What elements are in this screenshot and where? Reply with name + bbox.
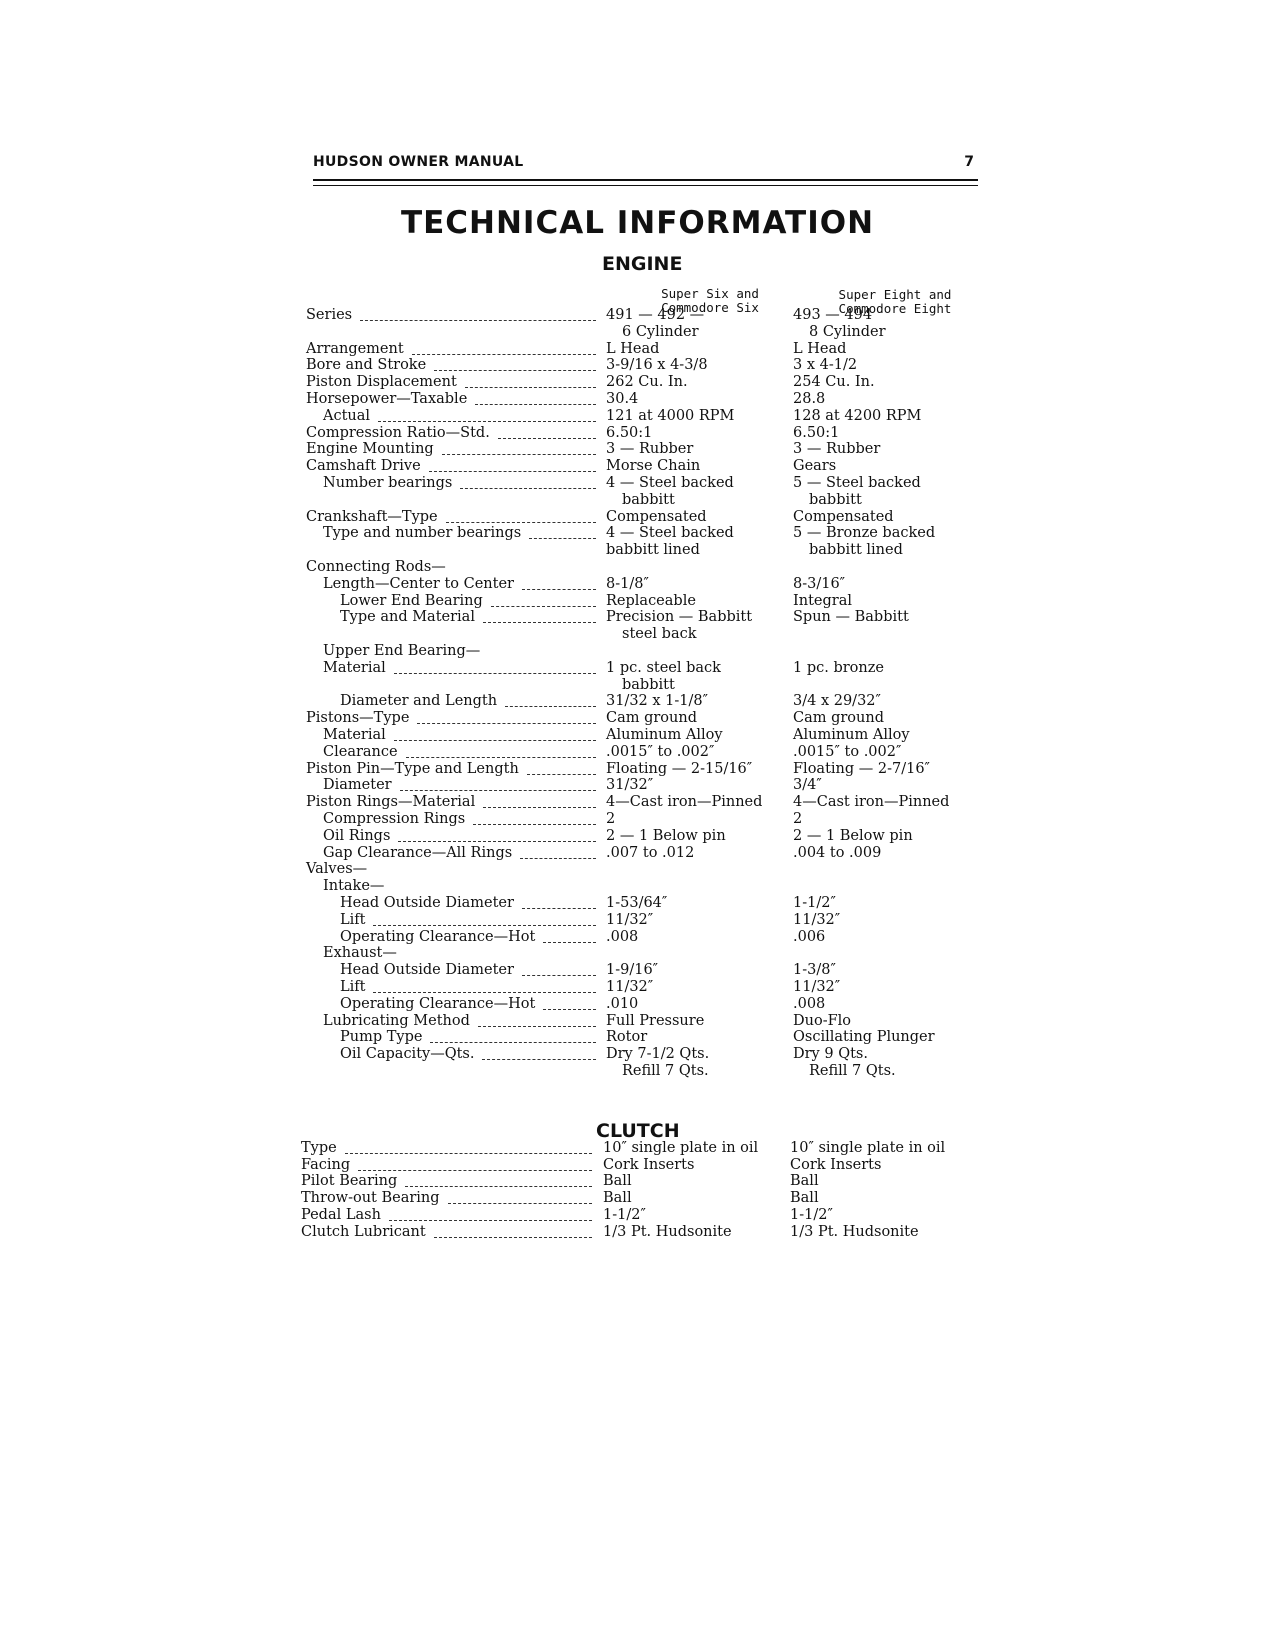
engine-row <box>0 324 1275 341</box>
engine-row <box>0 1046 1275 1063</box>
clutch-value-col2: 10″ single plate in oil <box>790 1140 946 1156</box>
engine-value-col1: Full Pressure <box>606 1012 705 1029</box>
engine-value-col1: babbitt lined <box>606 542 700 559</box>
engine-row <box>0 525 1275 542</box>
engine-value-col1: Refill 7 Qts. <box>622 1063 709 1079</box>
engine-value-col1: Dry 7-1/2 Qts. <box>606 1046 710 1063</box>
clutch-leader <box>434 1237 592 1238</box>
engine-leader <box>446 522 596 523</box>
clutch-label: Clutch Lubricant <box>301 1223 426 1240</box>
engine-label: Lubricating Method <box>323 1012 470 1029</box>
engine-value-col2: 11/32″ <box>793 911 841 928</box>
engine-value-col2: 5 — Bronze backed <box>793 525 936 542</box>
engine-label: Oil Capacity—Qts. <box>340 1046 475 1063</box>
engine-label: Exhaust— <box>323 945 397 962</box>
engine-label: Bore and Stroke <box>306 357 427 374</box>
engine-value-col1: 3-9/16 x 4-3/8 <box>606 357 708 374</box>
engine-leader <box>398 841 596 842</box>
engine-value-col2: .008 <box>793 995 826 1012</box>
engine-value-col1: 1-9/16″ <box>606 962 659 979</box>
clutch-value-col2: Cork Inserts <box>790 1156 882 1173</box>
engine-value-col2: 2 <box>793 811 803 827</box>
engine-row <box>0 341 1275 358</box>
engine-label: Head Outside Diameter <box>340 962 514 979</box>
engine-label: Clearance <box>323 743 398 760</box>
clutch-value-col2: 1/3 Pt. Hudsonite <box>790 1223 919 1240</box>
clutch-label: Type <box>301 1140 337 1156</box>
engine-row <box>0 559 1275 576</box>
engine-row <box>0 794 1275 811</box>
engine-row <box>0 744 1275 761</box>
engine-value-col2: Gears <box>793 458 837 475</box>
engine-col1-heading-line: Super Six and <box>661 286 759 301</box>
engine-label: Compression Rings <box>323 811 466 827</box>
engine-leader <box>483 807 596 808</box>
engine-label: Horsepower—Taxable <box>306 391 468 407</box>
engine-value-col1: 11/32″ <box>606 979 654 995</box>
clutch-row <box>0 1190 1275 1207</box>
engine-row <box>0 1029 1275 1046</box>
engine-value-col1: 31/32 x 1-1/8″ <box>606 693 709 710</box>
engine-row <box>0 962 1275 979</box>
engine-row <box>0 996 1275 1013</box>
engine-value-col2: 8 Cylinder <box>809 323 886 340</box>
engine-row <box>0 643 1275 660</box>
clutch-leader <box>405 1186 592 1187</box>
engine-value-col2: 1 pc. bronze <box>793 659 884 676</box>
engine-leader <box>491 606 596 607</box>
clutch-row <box>0 1207 1275 1224</box>
engine-label: Camshaft Drive <box>306 458 421 475</box>
engine-leader <box>543 942 596 943</box>
page-number: 7 <box>964 154 974 170</box>
clutch-leader <box>389 1220 592 1221</box>
engine-section-title: ENGINE <box>602 253 683 275</box>
engine-label: Material <box>323 659 386 676</box>
engine-value-col1: Morse Chain <box>606 458 701 475</box>
engine-leader <box>475 404 596 405</box>
engine-value-col2: Refill 7 Qts. <box>809 1063 896 1079</box>
engine-row <box>0 929 1275 946</box>
engine-row <box>0 1063 1275 1080</box>
engine-value-col1: Replaceable <box>606 592 696 609</box>
clutch-label: Pedal Lash <box>301 1206 381 1223</box>
engine-value-col1: babbitt <box>622 676 675 693</box>
engine-row <box>0 660 1275 677</box>
clutch-leader <box>345 1153 592 1154</box>
clutch-row <box>0 1224 1275 1241</box>
engine-value-col1: Aluminum Alloy <box>606 727 723 743</box>
engine-label: Crankshaft—Type <box>306 508 438 525</box>
engine-value-col1: Precision — Babbitt <box>606 609 753 626</box>
engine-value-col1: .010 <box>606 995 639 1012</box>
engine-value-col2: 3/4″ <box>793 777 822 794</box>
engine-value-col2: Oscillating Plunger <box>793 1029 935 1046</box>
clutch-leader <box>448 1203 592 1204</box>
engine-row <box>0 357 1275 374</box>
engine-value-col1: Cam ground <box>606 710 698 727</box>
engine-value-col2: 3 — Rubber <box>793 441 881 458</box>
engine-row <box>0 509 1275 526</box>
engine-row <box>0 475 1275 492</box>
engine-row <box>0 895 1275 912</box>
engine-row <box>0 307 1275 324</box>
engine-leader <box>529 538 596 539</box>
engine-value-col1: Floating — 2-15/16″ <box>606 760 753 777</box>
engine-value-col1: 6.50:1 <box>606 424 653 441</box>
engine-value-col1: 4 — Steel backed <box>606 475 734 491</box>
engine-row <box>0 710 1275 727</box>
engine-value-col2: .004 to .009 <box>793 844 882 861</box>
clutch-row <box>0 1157 1275 1174</box>
engine-row <box>0 609 1275 626</box>
engine-value-col2: 28.8 <box>793 391 826 407</box>
engine-label: Lower End Bearing <box>340 592 483 609</box>
engine-value-col1: .008 <box>606 928 639 945</box>
engine-value-col2: L Head <box>793 340 847 357</box>
engine-label: Engine Mounting <box>306 441 434 458</box>
engine-label: Material <box>323 727 386 743</box>
engine-label: Number bearings <box>323 475 453 491</box>
engine-value-col2: 493 — 494 <box>793 307 873 323</box>
engine-row <box>0 677 1275 694</box>
engine-value-col1: 6 Cylinder <box>622 323 699 340</box>
engine-label: Head Outside Diameter <box>340 895 514 911</box>
engine-value-col2: babbitt lined <box>809 542 903 559</box>
engine-row <box>0 542 1275 559</box>
clutch-value-col1: Cork Inserts <box>603 1156 695 1173</box>
manual-title: HUDSON OWNER MANUAL <box>313 154 524 170</box>
engine-value-col2: 6.50:1 <box>793 424 840 441</box>
engine-value-col1: 4 — Steel backed <box>606 525 734 542</box>
engine-label: Oil Rings <box>323 827 391 844</box>
engine-label: Pistons—Type <box>306 710 410 727</box>
engine-value-col1: 1-53/64″ <box>606 895 668 911</box>
engine-label: Operating Clearance—Hot <box>340 995 536 1012</box>
engine-col2-heading-line: Commodore Eight <box>838 301 952 316</box>
engine-label: Arrangement <box>306 340 404 357</box>
engine-label: Valves— <box>306 861 368 878</box>
engine-row <box>0 441 1275 458</box>
engine-value-col1: .007 to .012 <box>606 844 695 861</box>
engine-row <box>0 492 1275 509</box>
engine-leader <box>360 320 596 321</box>
engine-row <box>0 811 1275 828</box>
engine-row <box>0 878 1275 895</box>
engine-value-col2: .0015″ to .002″ <box>793 743 902 760</box>
clutch-value-col1: 10″ single plate in oil <box>603 1140 759 1156</box>
clutch-value-col1: 1-1/2″ <box>603 1206 646 1223</box>
clutch-value-col2: Ball <box>790 1190 819 1207</box>
engine-value-col2: 1-3/8″ <box>793 962 836 979</box>
engine-label: Actual <box>323 407 371 424</box>
engine-leader <box>394 740 596 741</box>
engine-label: Series <box>306 307 353 323</box>
engine-value-col2: Floating — 2-7/16″ <box>793 760 930 777</box>
engine-label: Operating Clearance—Hot <box>340 928 536 945</box>
clutch-label: Facing <box>301 1156 351 1173</box>
engine-value-col1: 2 <box>606 811 616 827</box>
engine-row <box>0 391 1275 408</box>
engine-value-col2: .006 <box>793 928 826 945</box>
engine-value-col1: 3 — Rubber <box>606 441 694 458</box>
clutch-row <box>0 1173 1275 1190</box>
engine-value-col2: Integral <box>793 592 852 609</box>
engine-row <box>0 374 1275 391</box>
engine-row <box>0 626 1275 643</box>
clutch-label: Throw-out Bearing <box>301 1190 440 1207</box>
engine-row <box>0 861 1275 878</box>
engine-row <box>0 777 1275 794</box>
clutch-value-col2: Ball <box>790 1173 819 1190</box>
engine-value-col1: 8-1/8″ <box>606 575 649 592</box>
engine-label: Lift <box>340 979 366 995</box>
engine-value-col2: 8-3/16″ <box>793 575 846 592</box>
engine-label: Pump Type <box>340 1029 423 1046</box>
engine-leader <box>430 1042 596 1043</box>
engine-value-col1: 30.4 <box>606 391 639 407</box>
engine-row <box>0 828 1275 845</box>
engine-leader <box>412 354 596 355</box>
engine-value-col1: Rotor <box>606 1029 648 1046</box>
engine-leader <box>473 824 596 825</box>
engine-leader <box>505 706 596 707</box>
engine-label: Gap Clearance—All Rings <box>323 844 513 861</box>
engine-value-col2: 11/32″ <box>793 979 841 995</box>
clutch-label: Pilot Bearing <box>301 1173 398 1190</box>
clutch-value-col1: 1/3 Pt. Hudsonite <box>603 1223 732 1240</box>
engine-value-col1: 2 — 1 Below pin <box>606 827 726 844</box>
engine-row <box>0 945 1275 962</box>
engine-value-col2: 5 — Steel backed <box>793 475 921 491</box>
engine-leader <box>378 421 596 422</box>
engine-leader <box>522 589 596 590</box>
engine-value-col1: 262 Cu. In. <box>606 374 688 391</box>
engine-value-col1: L Head <box>606 340 660 357</box>
engine-label: Piston Pin—Type and Length <box>306 760 519 777</box>
engine-label: Length—Center to Center <box>323 575 514 592</box>
engine-value-col2: 4—Cast iron—Pinned <box>793 794 950 811</box>
engine-label: Piston Displacement <box>306 374 457 391</box>
engine-leader <box>483 622 596 623</box>
engine-value-col1: 4—Cast iron—Pinned <box>606 794 763 811</box>
clutch-value-col2: 1-1/2″ <box>790 1206 833 1223</box>
clutch-section-title: CLUTCH <box>596 1120 680 1142</box>
engine-leader <box>373 925 596 926</box>
engine-label: Diameter <box>323 777 392 794</box>
engine-row <box>0 458 1275 475</box>
engine-label: Diameter and Length <box>340 693 498 710</box>
engine-row <box>0 425 1275 442</box>
engine-label: Compression Ratio—Std. <box>306 424 490 441</box>
engine-row <box>0 1013 1275 1030</box>
engine-row <box>0 693 1275 710</box>
engine-row <box>0 576 1275 593</box>
engine-leader <box>442 454 596 455</box>
engine-value-col2: 3 x 4-1/2 <box>793 357 858 374</box>
engine-leader <box>498 438 596 439</box>
engine-row <box>0 593 1275 610</box>
engine-row <box>0 727 1275 744</box>
engine-leader <box>417 723 596 724</box>
engine-label: Lift <box>340 911 366 928</box>
engine-label: Intake— <box>323 878 385 895</box>
engine-value-col1: .0015″ to .002″ <box>606 743 715 760</box>
engine-value-col1: 1 pc. steel back <box>606 659 721 676</box>
engine-col1-heading-line: Commodore Six <box>661 300 759 315</box>
engine-value-col1: 11/32″ <box>606 911 654 928</box>
engine-value-col2: Cam ground <box>793 710 885 727</box>
engine-leader <box>527 774 596 775</box>
engine-value-col1: steel back <box>622 626 697 643</box>
engine-leader <box>520 858 596 859</box>
engine-value-col2: 3/4 x 29/32″ <box>793 693 881 710</box>
page-header <box>313 154 978 174</box>
engine-leader <box>429 471 596 472</box>
engine-leader <box>406 757 596 758</box>
engine-value-col2: 254 Cu. In. <box>793 374 875 391</box>
engine-leader <box>465 387 596 388</box>
engine-value-col1: 121 at 4000 RPM <box>606 407 735 424</box>
engine-label: Piston Rings—Material <box>306 794 476 811</box>
engine-leader <box>434 370 596 371</box>
clutch-value-col1: Ball <box>603 1190 632 1207</box>
engine-leader <box>522 908 596 909</box>
engine-row <box>0 761 1275 778</box>
engine-leader <box>522 975 596 976</box>
engine-leader <box>543 1009 596 1010</box>
engine-label: Type and number bearings <box>323 525 522 542</box>
engine-leader <box>400 790 596 791</box>
engine-col2-heading-line: Super Eight and <box>838 287 952 302</box>
engine-label: Type and Material <box>340 609 475 626</box>
clutch-leader <box>358 1170 592 1171</box>
engine-value-col1: 31/32″ <box>606 777 654 794</box>
engine-value-col2: Compensated <box>793 508 894 525</box>
engine-value-col2: babbitt <box>809 491 862 508</box>
engine-leader <box>394 673 596 674</box>
engine-value-col2: Duo-Flo <box>793 1012 852 1029</box>
engine-leader <box>460 488 596 489</box>
engine-row <box>0 845 1275 862</box>
engine-value-col2: Spun — Babbitt <box>793 609 909 626</box>
engine-row <box>0 408 1275 425</box>
engine-value-col2: Dry 9 Qts. <box>793 1046 868 1063</box>
engine-value-col2: 128 at 4200 RPM <box>793 407 922 424</box>
engine-value-col2: 2 — 1 Below pin <box>793 827 913 844</box>
clutch-value-col1: Ball <box>603 1173 632 1190</box>
engine-leader <box>478 1026 596 1027</box>
engine-value-col1: Compensated <box>606 508 707 525</box>
engine-value-col1: 491 — 492 — <box>606 307 705 323</box>
page-title: TECHNICAL INFORMATION <box>400 205 875 241</box>
clutch-row <box>0 1140 1275 1157</box>
engine-leader <box>482 1059 596 1060</box>
engine-value-col2: 1-1/2″ <box>793 895 836 911</box>
engine-value-col2: Aluminum Alloy <box>793 727 910 743</box>
engine-label: Upper End Bearing— <box>323 643 481 659</box>
engine-label: Connecting Rods— <box>306 559 446 575</box>
header-rule-thin <box>313 185 978 186</box>
engine-value-col1: babbitt <box>622 491 675 508</box>
engine-leader <box>373 992 596 993</box>
header-rule <box>313 179 978 181</box>
engine-row <box>0 912 1275 929</box>
engine-row <box>0 979 1275 996</box>
